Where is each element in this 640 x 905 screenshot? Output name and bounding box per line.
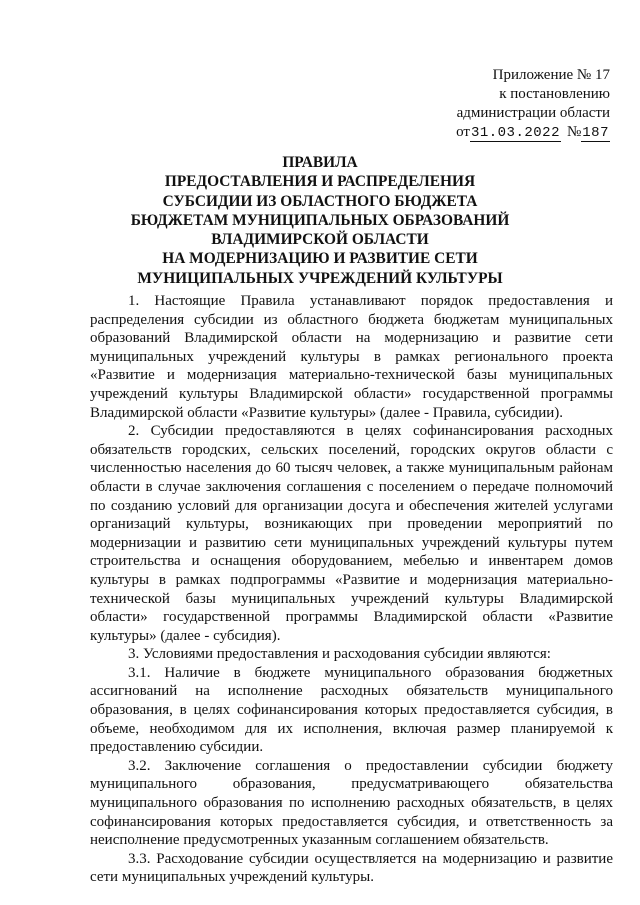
- document-title: [60, 153, 580, 288]
- paragraph-3: 3. Условиями предоставления и расходования субсидии являются:: [128, 646, 551, 663]
- title-line: ПРАВИЛА: [282, 154, 358, 171]
- title-line: МУНИЦИПАЛЬНЫХ УЧРЕЖДЕНИЙ КУЛЬТУРЫ: [137, 269, 503, 287]
- annex-header: [456, 66, 610, 143]
- document-body: [90, 292, 613, 887]
- annex-issuer: администрации области: [456, 105, 610, 121]
- paragraph-2: 2. Субсидии предоставляются в целях софинансирования расходных обязательств городских, сельских поселений, городских округов области с численностью населения до 60 тысяч человек, а также муниципальным районам области в случае заключения соглашения с поселением о передаче полномочий по созданию условий для организации досуга и обеспечения жителей услугами организаций культуры, возникающих при проведении мероприятий по модернизации и развитию сети муниципальных учреждений культуры путем строительства и оснащения оборудованием, мебелью и инвентарем домов культуры в рамках подпрограммы «Развитие и модернизация материально-технической базы муниципальных учреждений культуры Владимирской области» государственной программы Владимирской области «Развитие культуры» (далее - субсидия).: [90, 423, 613, 644]
- annex-title: Приложение № 17: [492, 67, 610, 83]
- title-line: ПРЕДОСТАВЛЕНИЯ И РАСПРЕДЕЛЕНИЯ: [164, 173, 476, 191]
- title-line: СУБСИДИИ ИЗ ОБЛАСТНОГО БЮДЖЕТА: [162, 192, 478, 210]
- paragraph-1: 1. Настоящие Правила устанавливают порядок предоставления и распределения субсидии из областного бюджета бюджетам муниципальных образований Владимирской области на модернизацию и развитие сети муниципальных учреждений культуры в рамках регионального проекта «Развитие и модернизация материально-технической базы муниципальных учреждений культуры Владимирской области» государственной программы Владимирской области «Развитие культуры» (далее - Правила, субсидии).: [90, 293, 613, 421]
- title-line: БЮДЖЕТАМ МУНИЦИПАЛЬНЫХ ОБРАЗОВАНИЙ: [130, 211, 510, 229]
- number-prefix: №: [566, 124, 582, 140]
- paragraph-3-3: 3.3. Расходование субсидии осуществляется на модернизацию и развитие сети муниципальных учреждений культуры.: [90, 850, 613, 886]
- paragraph-3-1: 3.1. Наличие в бюджете муниципального образования бюджетных ассигнований на исполнение расходных обязательств муниципального образования, в целях софинансирования которых предоставляется субсидия, в объеме, необходимом для их исполнения, включая размер планируемой к предоставлению субсидии.: [90, 664, 613, 756]
- annex-date-line: [456, 123, 610, 143]
- date-prefix: от: [456, 124, 470, 140]
- annex-reference: к постановлению: [499, 86, 610, 102]
- title-line: НА МОДЕРНИЗАЦИЮ И РАЗВИТИЕ СЕТИ: [162, 250, 478, 268]
- paragraph-3-2: 3.2. Заключение соглашения о предоставлении субсидии бюджету муниципального образования, предусматривающего обязательства муниципального образования по исполнению расходных обязательств, в целях софинансирования которых предоставляется субсидия, и ответственность за неисполнение предусмотренных указанным соглашением обязательств.: [90, 757, 613, 849]
- title-line: ВЛАДИМИРСКОЙ ОБЛАСТИ: [211, 231, 429, 249]
- handwritten-number: 187: [582, 125, 609, 141]
- handwritten-date: 31.03.2022: [470, 125, 560, 141]
